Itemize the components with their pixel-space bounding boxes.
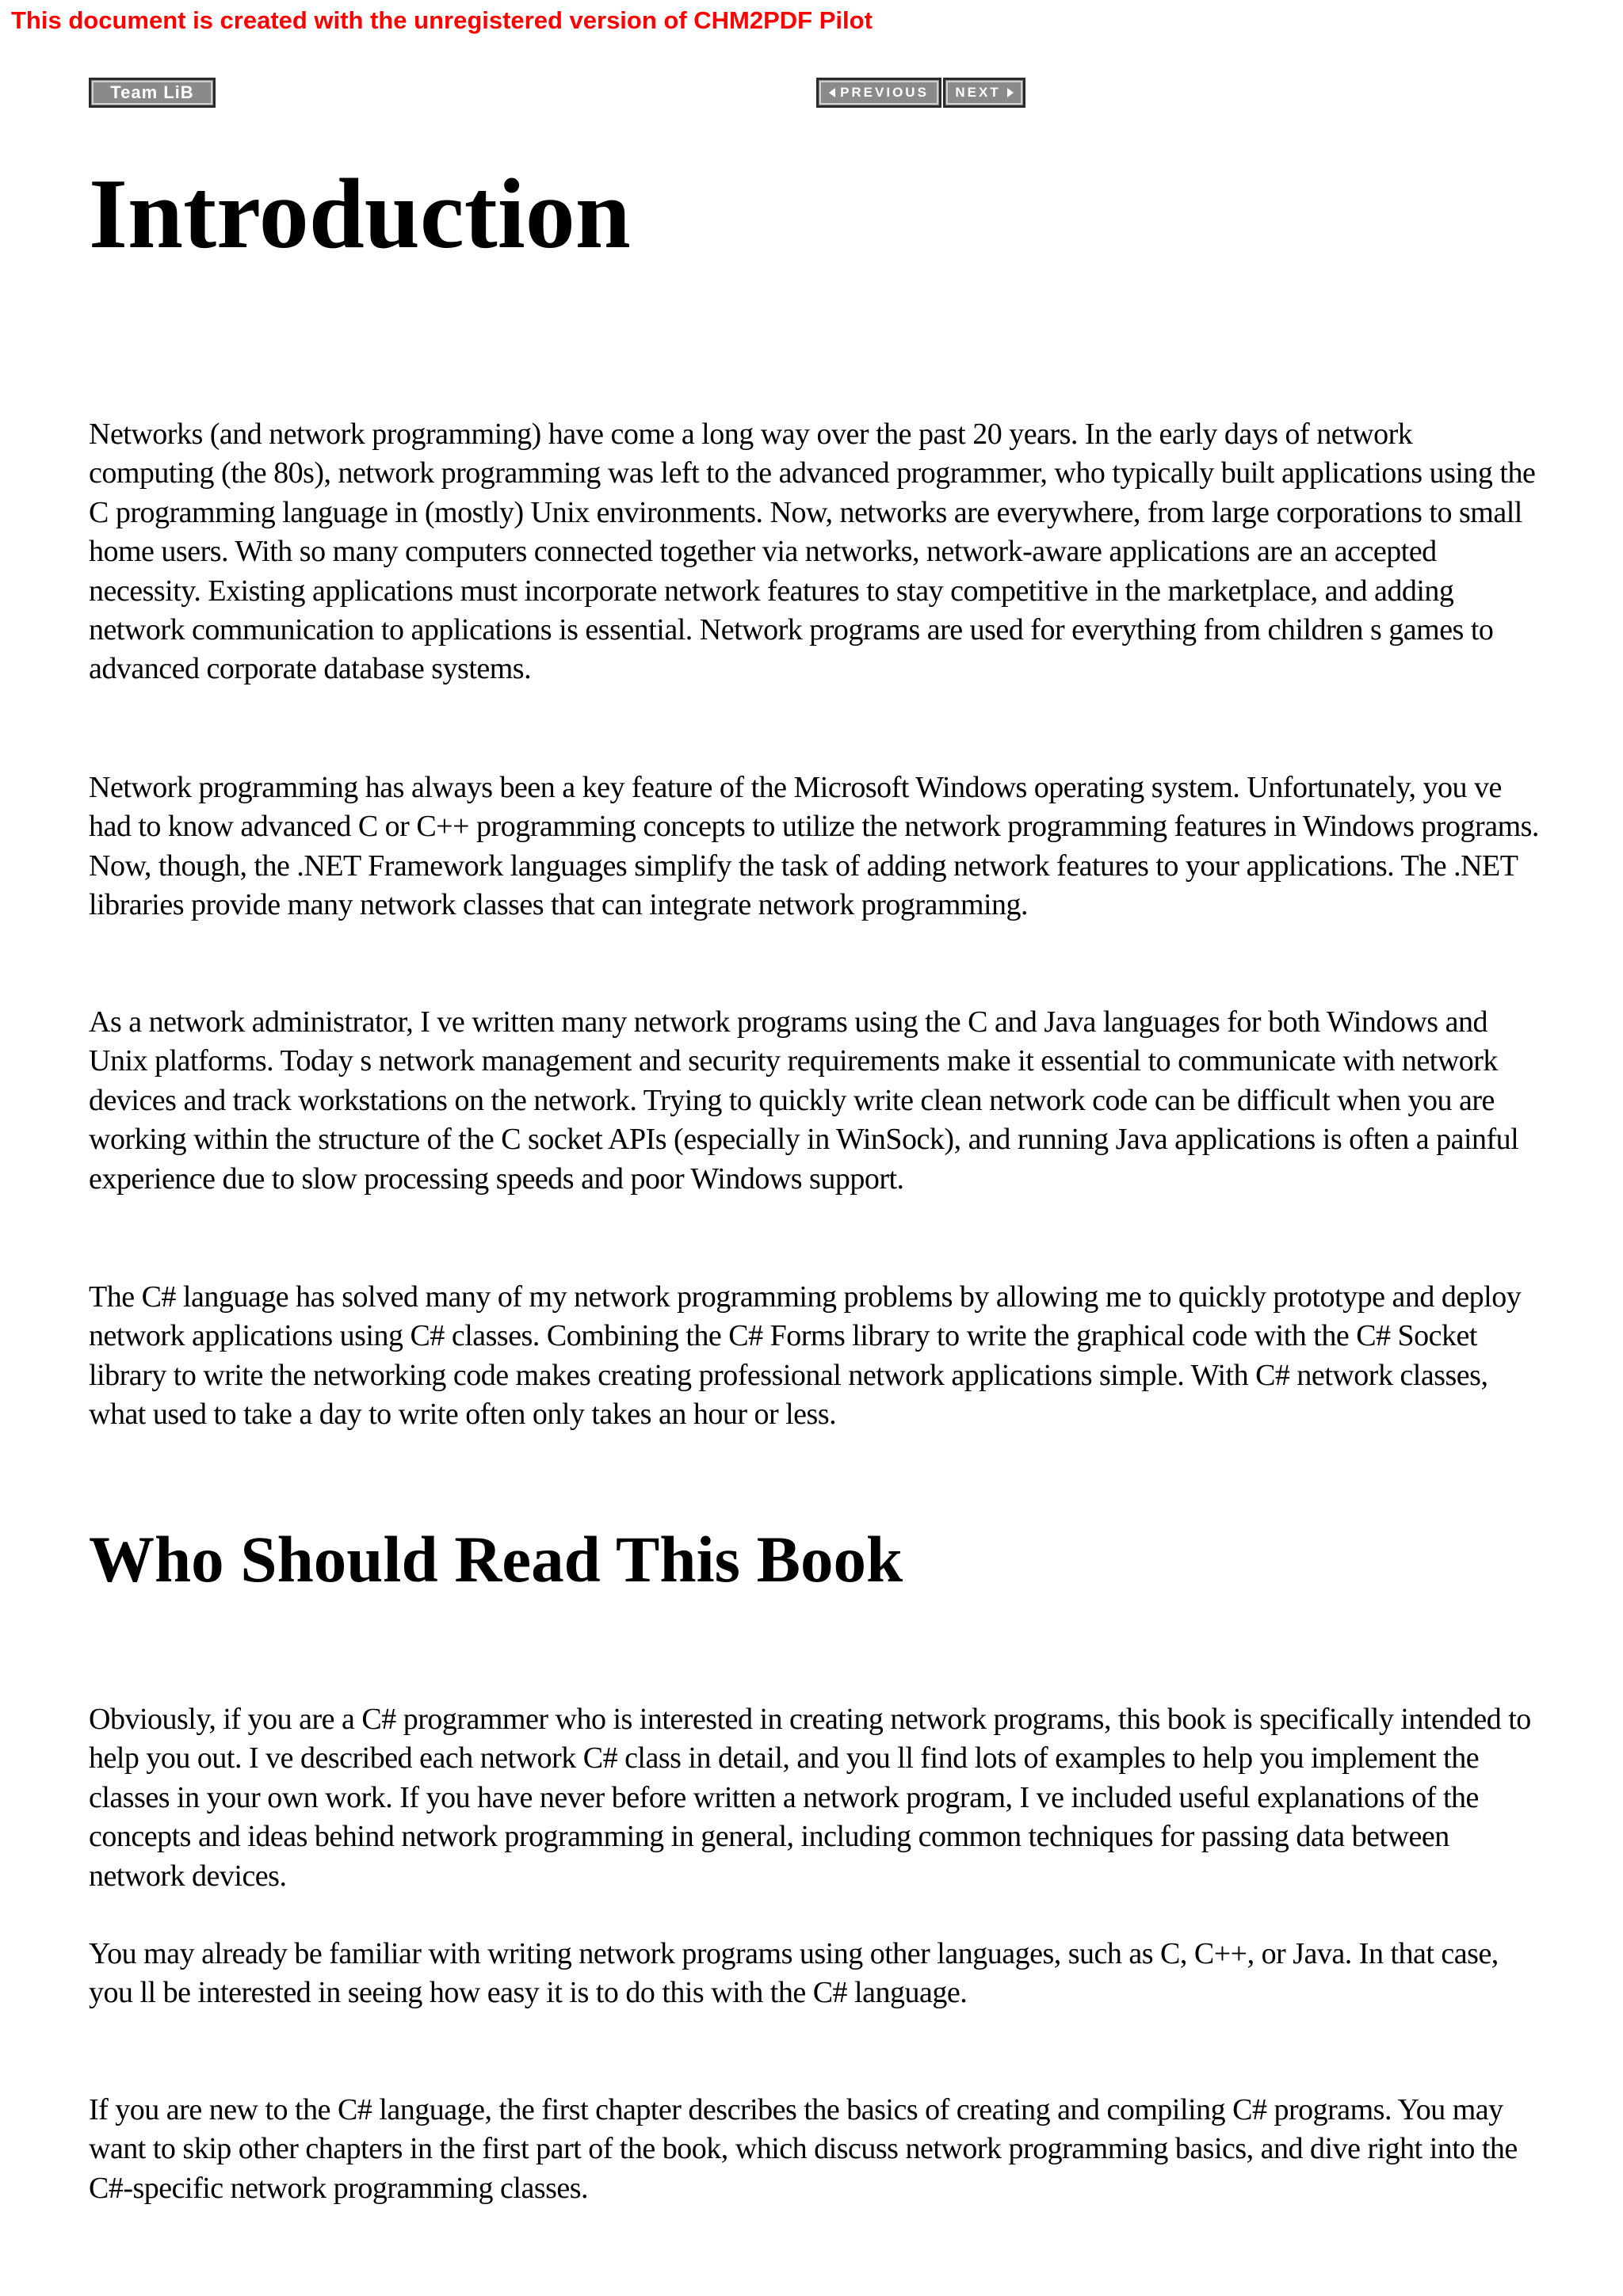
paragraph-csharp-programmer: Obviously, if you are a C# programmer who is interested in creating network programs, this book is specifically intended to help you out. I ve described each network C# class in detail, and you ll find lots of examples to help you implement the classes in your own work. If you have never before written a network program, I ve included useful explanations of the concepts and ideas behind network programming in general, including common techniques for passing data between network devices. <box>89 1703 1531 1893</box>
arrow-left-icon <box>829 88 835 97</box>
page-title: Introduction <box>89 159 631 269</box>
paragraph-new-to-csharp: If you are new to the C# language, the first chapter describes the basics of creating and compiling C# programs. You may want to skip other chapters in the first part of the book, which discuss network programming basics, and dive right into the C#-specific network programming classes. <box>89 2093 1518 2205</box>
paragraph-other-languages: You may already be familiar with writing network programs using other languages, such as C, C++, or Java. In that case, you ll be interested in seeing how easy it is to do this with the C# language. <box>89 1937 1499 2010</box>
watermark-text: This document is created with the unregistered version of CHM2PDF Pilot <box>11 6 873 34</box>
previous-button[interactable] <box>816 78 941 108</box>
next-button[interactable] <box>943 78 1025 108</box>
team-lib-label: Team LiB <box>110 82 194 102</box>
paragraph-networks-history: Networks (and network programming) have come a long way over the past 20 years. In the early days of network computing (the 80s), network programming was left to the advanced programmer, who typically built applications using the C programming language in (mostly) Unix environments. Now, networks are everywhere, from large corporations to small home users. With so many computers connected together via networks, network-aware applications are an accepted necessity. Existing applications must incorporate network features to stay competitive in the marketplace, and adding network communication to applications is essential. Network programs are used for everything from children s games to advanced corporate database systems. <box>89 418 1536 686</box>
team-lib-button[interactable] <box>89 78 216 108</box>
paragraph-network-administrator: As a network administrator, I ve written many network programs using the C and Java languages for both Windows and Unix platforms. Today s network management and security requirements make it essential to communicate with network devices and track workstations on the network. Trying to quickly write clean network code can be difficult when you are working within the structure of the C socket APIs (especially in WinSock), and running Java applications is often a painful experience due to slow processing speeds and poor Windows support. <box>89 1005 1519 1196</box>
arrow-right-icon <box>1007 88 1014 97</box>
paragraph-windows-network: Network programming has always been a key feature of the Microsoft Windows operating system. Unfortunately, you ve had to know advanced C or C++ programming concepts to utilize the network programming features in Windows programs. Now, though, the .NET Framework languages simplify the task of adding network features to your applications. The .NET libraries provide many network classes that can integrate network programming. <box>89 771 1539 922</box>
previous-label: PREVIOUS <box>840 85 929 100</box>
next-label: NEXT <box>955 85 1001 100</box>
paragraph-csharp-language: The C# language has solved many of my network programming problems by allowing me to quickly prototype and deploy network applications using C# classes. Combining the C# Forms library to write the graphical code with the C# Socket library to write the networking code makes creating professional network applications simple. With C# network classes, what used to take a day to write often only takes an hour or less. <box>89 1280 1522 1432</box>
section-heading: Who Should Read This Book <box>89 1523 903 1596</box>
